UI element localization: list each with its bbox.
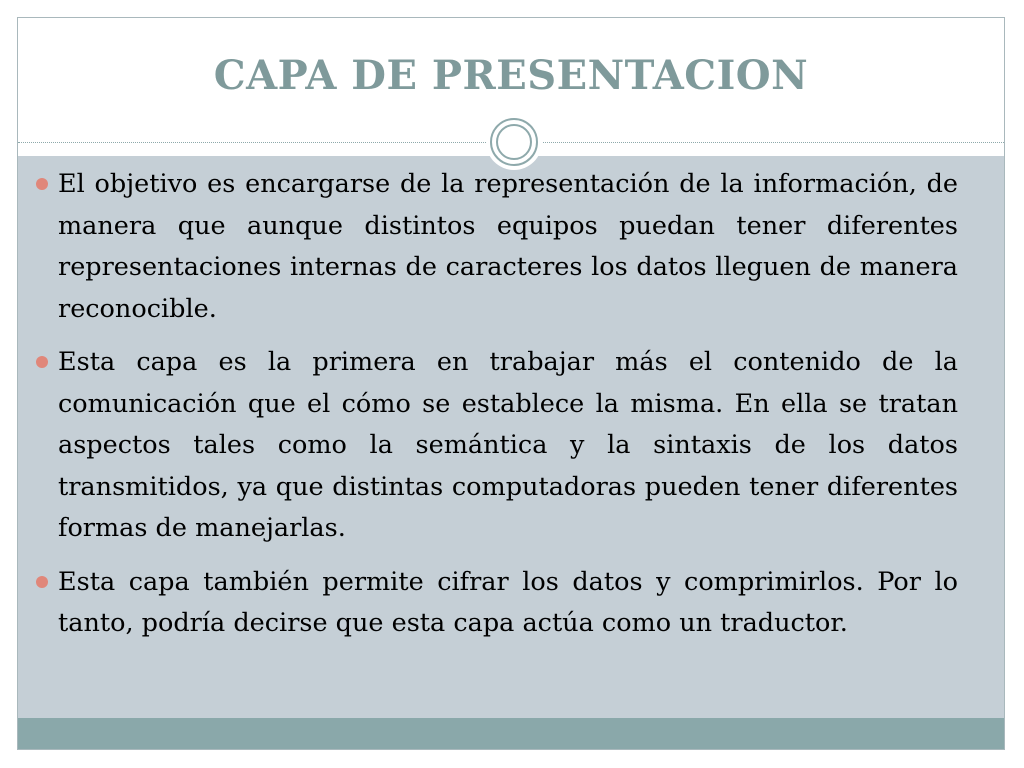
bullet-list — [58, 164, 958, 657]
bullet-item — [58, 562, 958, 645]
bullet-text: Esta capa también permite cifrar los datos y comprimirlos. Por lo tanto, podría decirse que esta capa actúa como un traductor. — [58, 566, 958, 638]
footer-band — [18, 718, 1004, 750]
bullet-dot-icon — [36, 178, 48, 190]
inner-ring — [496, 124, 532, 160]
bullet-item — [58, 164, 958, 330]
bullet-dot-icon — [36, 576, 48, 588]
bullet-text: El objetivo es encargarse de la representación de la información, de manera que aunque distintos equipos puedan tener diferentes representaciones internas de caracteres los datos lleguen de manera reconocible. — [58, 169, 958, 324]
bullet-dot-icon — [36, 356, 48, 368]
double-ring-icon — [486, 114, 542, 170]
bullet-item — [58, 342, 958, 550]
slide-title: CAPA DE PRESENTACION — [213, 52, 809, 99]
bullet-text: Esta capa es la primera en trabajar más el contenido de la comunicación que el cómo se establece la misma. En ella se tratan aspectos tales como la semántica y la sintaxis de los datos transmitidos, ya que distintas computadoras pueden tener diferentes formas de manejarlas. — [58, 347, 958, 543]
